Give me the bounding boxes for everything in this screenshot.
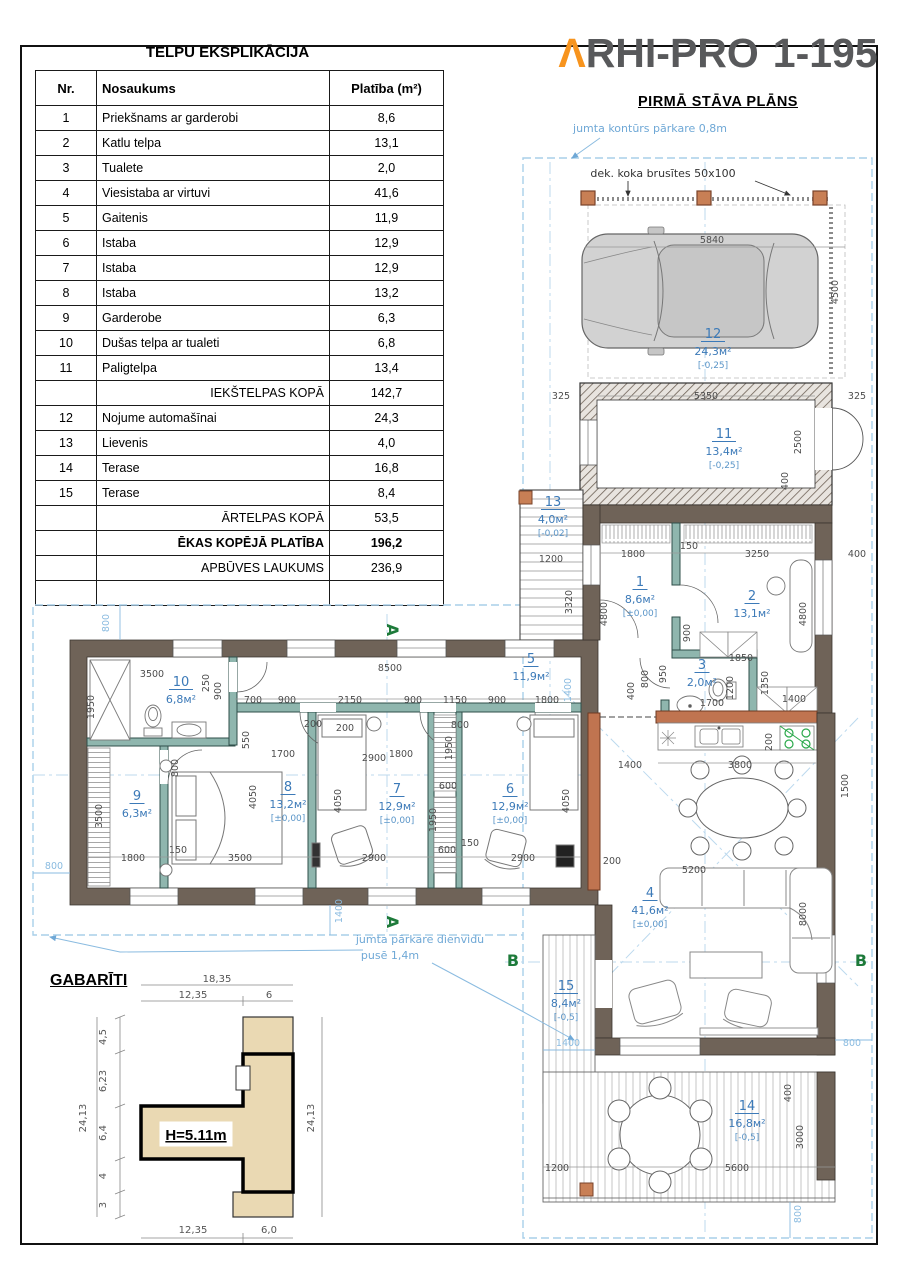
dimension-label: 600 [438, 781, 458, 792]
dimension-label: 900 [682, 623, 693, 643]
dimension-label: 200 [764, 732, 775, 752]
dimension-label: 1400 [555, 1038, 581, 1049]
dimension-label: 1150 [442, 695, 468, 706]
window [580, 420, 597, 465]
dimension-label: 4050 [333, 788, 344, 814]
dimension-label: 5200 [681, 865, 707, 876]
annotation-label: jumta pārkare dienvidu [355, 933, 485, 946]
room-number: 14 [738, 1099, 756, 1114]
table-cell: 8,4 [330, 481, 444, 506]
dimension-label: 800 [101, 613, 112, 633]
table-cell: 2 [36, 131, 97, 156]
room-area: 13,1м² [733, 607, 771, 620]
room-area: 6,3м² [121, 807, 153, 820]
accent-wall-vertical [588, 713, 600, 890]
room-area: 13,4м² [705, 445, 743, 458]
table-cell: 4,0 [330, 431, 444, 456]
table-cell: Terase [97, 481, 330, 506]
room-label-10 [166, 675, 196, 706]
table-cell: 13,4 [330, 356, 444, 381]
dining-table [679, 756, 806, 860]
dimension-label: 600 [437, 845, 457, 856]
room-area: 6,8м² [165, 693, 197, 706]
table-cell: Garderobe [97, 306, 330, 331]
wardrobe-room2 [684, 525, 812, 543]
dimension-label: 5840 [699, 235, 725, 246]
accent-wall-horizontal [656, 711, 817, 723]
gabariti-diagram [97, 985, 322, 1243]
table-cell: 14 [36, 456, 97, 481]
car-top-view [582, 227, 818, 355]
tv-bench [700, 1028, 818, 1035]
dimension-label: 1800 [388, 749, 414, 760]
table-cell: 12,9 [330, 231, 444, 256]
dimension-label: 4800 [599, 601, 610, 627]
dimension-label: 5350 [693, 391, 719, 402]
section-letter: A [383, 623, 402, 637]
armchair-2 [722, 988, 773, 1033]
room-number: 3 [697, 658, 707, 673]
table-cell: 8,6 [330, 106, 444, 131]
dimension-label: 4 [98, 1172, 109, 1180]
table-cell: Dušas telpa ar tualeti [97, 331, 330, 356]
dimension-label: 5600 [724, 1163, 750, 1174]
col-header-area: Platība (m²) [330, 71, 444, 106]
explication-title: TELPU EKSPLIKĀCIJA [145, 44, 310, 61]
dimension-label: 900 [403, 695, 423, 706]
table-cell: 10 [36, 331, 97, 356]
dimension-label: 3000 [795, 1124, 806, 1150]
logo-brand-text: RHI-PRO [585, 30, 759, 76]
dimension-label: 2900 [510, 853, 536, 864]
room-number: 6 [505, 782, 515, 797]
logo-number: 1-195 [772, 30, 878, 76]
dimension-label: 1950 [444, 735, 455, 761]
armchair-1 [627, 978, 684, 1030]
section-letter: B [854, 951, 868, 970]
table-cell: 196,2 [330, 531, 444, 556]
table-cell: Nojume automašīnai [97, 406, 330, 431]
room-number: 15 [557, 979, 575, 994]
room-area: 24,3м² [694, 345, 732, 358]
table-cell: 16,8 [330, 456, 444, 481]
table-cell: Priekšnams ar garderobi [97, 106, 330, 131]
dimension-label: 1400 [563, 677, 574, 703]
dimension-label: 550 [241, 730, 252, 750]
room-level: [±0,00] [379, 816, 415, 826]
table-cell: 1 [36, 106, 97, 131]
room-label-3 [687, 658, 717, 689]
door-arc-room2 [680, 585, 718, 623]
dimension-label: 400 [847, 549, 867, 560]
dimension-label: 900 [277, 695, 297, 706]
table-cell: Istaba [97, 256, 330, 281]
table-cell: 9 [36, 306, 97, 331]
dimension-label: 800 [44, 861, 64, 872]
table-cell: 11 [36, 356, 97, 381]
dimension-label: 325 [551, 391, 571, 402]
table-cell: Tualete [97, 156, 330, 181]
room-area: 16,8м² [728, 1117, 766, 1130]
dimension-label: 3320 [564, 589, 575, 615]
table-cell: 142,7 [330, 381, 444, 406]
dimension-label: 200 [303, 719, 323, 730]
room-number: 1 [635, 575, 645, 590]
wardrobe-room1 [602, 525, 670, 543]
table-cell: 41,6 [330, 181, 444, 206]
room-area: 2,0м² [686, 676, 718, 689]
dimension-label: 2900 [361, 753, 387, 764]
table-cell: 12 [36, 406, 97, 431]
room-level: [±0,00] [622, 609, 658, 619]
table-cell: Terase [97, 456, 330, 481]
room-number: 5 [526, 652, 536, 667]
table-cell: 8 [36, 281, 97, 306]
dimension-label: 1350 [760, 670, 771, 696]
annotation-label: dek. koka brusītes 50x100 [590, 167, 736, 180]
dimension-label: 150 [460, 838, 480, 849]
room-number: 4 [645, 886, 655, 901]
table-cell: ĀRTELPAS KOPĀ [97, 506, 330, 531]
dimension-label: 200 [335, 723, 355, 734]
table-cell: 13,1 [330, 131, 444, 156]
dimension-label: 1800 [120, 853, 146, 864]
dimension-label: 150 [168, 845, 188, 856]
dimension-label: 800 [793, 1204, 804, 1224]
dimension-label: 1800 [620, 549, 646, 560]
table-cell: 2,0 [330, 156, 444, 181]
table-cell: 3 [36, 156, 97, 181]
dimension-label: 2900 [361, 853, 387, 864]
dimension-label: 150 [679, 541, 699, 552]
col-header-nr: Nr. [36, 71, 97, 106]
bed-room-7 [312, 715, 381, 870]
dimension-label: 3500 [139, 669, 165, 680]
dimension-label: H=5.11m [165, 1127, 227, 1144]
dimension-label: 1200 [725, 675, 736, 701]
room-area: 13,2м² [269, 798, 307, 811]
coffee-table [690, 952, 762, 978]
dimension-label: 200 [602, 856, 622, 867]
dimension-label: 3250 [744, 549, 770, 560]
table-cell: 24,3 [330, 406, 444, 431]
dimension-label: 1200 [538, 554, 564, 565]
room-level: [-0,5] [553, 1013, 579, 1023]
table-cell: 6 [36, 231, 97, 256]
dimension-label: 400 [780, 471, 791, 491]
room-area: 11,9м² [512, 670, 550, 683]
table-cell: ĒKAS KOPĒJĀ PLATĪBA [97, 531, 330, 556]
dimension-label: 900 [487, 695, 507, 706]
table-cell: 6,8 [330, 331, 444, 356]
annotation-label: pusē 1,4m [360, 949, 420, 962]
room-number: 11 [715, 427, 733, 442]
table-cell: IEKŠTELPAS KOPĀ [97, 381, 330, 406]
dimension-label: 950 [658, 664, 669, 684]
table-cell: 236,9 [330, 556, 444, 581]
table-cell: 13 [36, 431, 97, 456]
dimension-label: 4050 [561, 788, 572, 814]
room-level: [-0,5] [734, 1133, 760, 1143]
col-header-name: Nosaukums [97, 71, 330, 106]
room-number: 9 [132, 789, 142, 804]
door-gap [815, 408, 832, 470]
room-label-9 [122, 789, 152, 820]
dimension-label: 700 [243, 695, 263, 706]
dimension-label: 900 [213, 681, 224, 701]
dimension-label: 800 [170, 758, 181, 778]
dimension-label: 1700 [270, 749, 296, 760]
room-area: 12,9м² [491, 800, 529, 813]
dimension-label: 6,23 [98, 1069, 109, 1093]
dimension-label: 400 [783, 1083, 794, 1103]
dimension-label: 4800 [798, 601, 809, 627]
dimension-label: 4050 [248, 784, 259, 810]
room-level: [±0,00] [492, 816, 528, 826]
dimension-label: 2150 [337, 695, 363, 706]
dimension-label: 800 [450, 720, 470, 731]
room-area: 8,6м² [624, 593, 656, 606]
annotation-label: jumta kontūrs pārkare 0,8m [573, 122, 727, 135]
table-cell: Istaba [97, 231, 330, 256]
table-cell: 7 [36, 256, 97, 281]
table-cell: Paligtelpa [97, 356, 330, 381]
dimension-label: 12,35 [178, 990, 208, 1001]
table-cell: Istaba [97, 281, 330, 306]
section-letter: B [506, 951, 520, 970]
dimension-label: 2500 [793, 429, 804, 455]
room-label-2 [733, 589, 770, 620]
dimension-label: 1950 [428, 807, 439, 833]
room-area: 4,0м² [537, 513, 569, 526]
room-level: [±0,00] [632, 920, 668, 930]
dimension-label: 800 [842, 1038, 862, 1049]
table-cell: Lievenis [97, 431, 330, 456]
room-number: 12 [704, 327, 722, 342]
room-area: 41,6м² [631, 904, 669, 917]
dimension-label: 250 [201, 673, 212, 693]
dimension-label: 1400 [617, 760, 643, 771]
dimension-label: 8500 [377, 663, 403, 674]
table-cell: 6,3 [330, 306, 444, 331]
dimension-label: 4,5 [98, 1029, 109, 1045]
table-cell: 5 [36, 206, 97, 231]
room-number: 10 [172, 675, 190, 690]
dimension-label: 1800 [534, 695, 560, 706]
table-cell: 15 [36, 481, 97, 506]
dimension-label: 1200 [544, 1163, 570, 1174]
dimension-label: 325 [847, 391, 867, 402]
dimension-label: 6 [265, 990, 273, 1001]
dimension-label: 6,4 [98, 1125, 109, 1141]
lamp-symbol [660, 730, 676, 746]
table-cell: 13,2 [330, 281, 444, 306]
dimension-label: 4500 [830, 279, 841, 305]
table-cell: Katlu telpa [97, 131, 330, 156]
table-cell: Gaitenis [97, 206, 330, 231]
dimension-label: 1400 [781, 694, 807, 705]
dimension-label: 1950 [86, 694, 97, 720]
dimension-label: 3 [98, 1201, 109, 1209]
room-area: 12,9м² [378, 800, 416, 813]
room-level: [-0,02] [537, 529, 569, 539]
dimension-label: 18,35 [202, 974, 232, 985]
table-cell: APBŪVES LAUKUMS [97, 556, 330, 581]
dimension-label: 24,13 [306, 1103, 317, 1133]
dimension-label: 1700 [699, 698, 725, 709]
dimension-label: 8000 [798, 901, 809, 927]
room-level: [±0,00] [270, 814, 306, 824]
room-level: [-0,25] [697, 361, 729, 371]
dimension-label: 1400 [334, 898, 345, 924]
table-cell: Viesistaba ar virtuvi [97, 181, 330, 206]
room-number: 8 [283, 780, 293, 795]
room-number: 7 [392, 782, 402, 797]
dimension-label: 400 [626, 681, 637, 701]
section-letter: A [383, 915, 402, 929]
dimension-label: 6,0 [261, 1225, 277, 1236]
dimension-label: 3500 [94, 803, 105, 829]
room-area: 8,4м² [550, 997, 582, 1010]
gabariti-title: GABARĪTI [50, 972, 128, 989]
table-cell: 12,9 [330, 256, 444, 281]
dimension-label: 3500 [227, 853, 253, 864]
dimension-label: 1850 [728, 653, 754, 664]
table-cell: 53,5 [330, 506, 444, 531]
dimension-label: 3800 [727, 760, 753, 771]
dimension-label: 12,35 [178, 1225, 208, 1236]
room-label-7 [378, 782, 415, 826]
dimension-label: 800 [640, 669, 651, 689]
logo-caret-icon: Λ [558, 30, 586, 76]
table-cell: 11,9 [330, 206, 444, 231]
room-number: 2 [747, 589, 757, 604]
room-number: 13 [544, 495, 562, 510]
plan-title: PIRMĀ STĀVA PLĀNS [638, 94, 798, 110]
room-level: [-0,25] [708, 461, 740, 471]
room-label-1 [623, 575, 658, 619]
dimension-label: 24,13 [78, 1103, 89, 1133]
table-cell: 4 [36, 181, 97, 206]
terrace-column [580, 1183, 593, 1196]
dimension-label: 1500 [840, 773, 851, 799]
